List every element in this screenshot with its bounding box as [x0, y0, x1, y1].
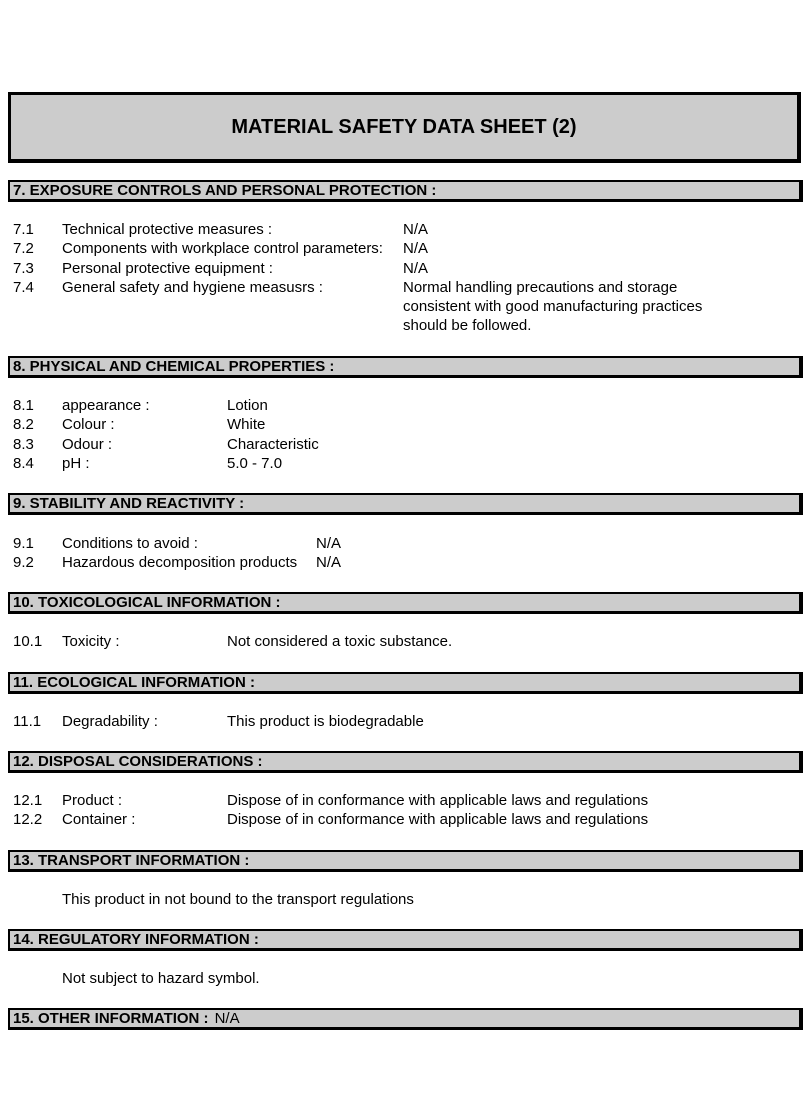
regulatory-text: Not subject to hazard symbol. [62, 970, 260, 987]
item-number: 12.2 [13, 811, 43, 828]
item-value: Not considered a toxic substance. [227, 633, 453, 650]
item-label: Personal protective equipment : [62, 260, 273, 277]
section-14-heading: 14. REGULATORY INFORMATION : [8, 929, 803, 951]
item-value: White [227, 416, 266, 433]
item-label: appearance : [62, 397, 150, 414]
item-number: 8.1 [13, 397, 34, 414]
item-value: N/A [316, 535, 342, 552]
item-value: N/A [403, 240, 429, 257]
section-10-heading: 10. TOXICOLOGICAL INFORMATION : [8, 592, 803, 614]
item-number: 7.1 [13, 221, 34, 238]
item-number: 12.1 [13, 792, 43, 809]
item-label: Product : [62, 792, 123, 809]
item-number: 10.1 [13, 633, 43, 650]
section-15-heading [8, 1008, 803, 1030]
item-label: Conditions to avoid : [62, 535, 198, 552]
section-11-heading: 11. ECOLOGICAL INFORMATION : [8, 672, 803, 694]
item-value: N/A [403, 260, 429, 277]
document-title-box [8, 92, 801, 163]
section-15-value: N/A [214, 1010, 240, 1027]
item-value: N/A [403, 221, 429, 238]
item-label: Odour : [62, 436, 113, 453]
section-15-title: 15. OTHER INFORMATION : [13, 1010, 209, 1027]
section-12-heading: 12. DISPOSAL CONSIDERATIONS : [8, 751, 803, 773]
item-label: Hazardous decomposition products [62, 554, 298, 571]
transport-text: This product in not bound to the transport regulations [62, 891, 414, 908]
section-8-heading: 8. PHYSICAL AND CHEMICAL PROPERTIES : [8, 356, 803, 378]
item-label: Technical protective measures : [62, 221, 273, 238]
item-label: Colour : [62, 416, 115, 433]
item-number: 11.1 [13, 713, 42, 730]
item-value: 5.0 - 7.0 [227, 455, 283, 472]
item-label: Degradability : [62, 713, 158, 730]
item-number: 9.1 [13, 535, 34, 552]
item-label: pH : [62, 455, 90, 472]
item-number: 8.2 [13, 416, 34, 433]
section-7-heading: 7. EXPOSURE CONTROLS AND PERSONAL PROTECTION : [8, 180, 803, 202]
item-number: 7.3 [13, 260, 34, 277]
item-value: Lotion [227, 397, 268, 414]
item-label: General safety and hygiene measusrs : [62, 279, 323, 296]
item-label: Components with workplace control parameters: [62, 240, 383, 257]
item-number: 9.2 [13, 554, 34, 571]
item-number: 7.2 [13, 240, 34, 257]
item-value: This product is biodegradable [227, 713, 424, 730]
section-9-heading: 9. STABILITY AND REACTIVITY : [8, 493, 803, 515]
item-label: Container : [62, 811, 136, 828]
section-13-heading: 13. TRANSPORT INFORMATION : [8, 850, 803, 872]
item-value: Characteristic [227, 436, 319, 453]
item-number: 8.4 [13, 455, 34, 472]
document-title: MATERIAL SAFETY DATA SHEET (2) [231, 115, 577, 138]
item-value: Dispose of in conformance with applicable laws and regulations [227, 792, 649, 809]
item-value: Dispose of in conformance with applicable laws and regulations [227, 811, 649, 828]
item-number: 7.4 [13, 279, 34, 296]
item-label: Toxicity : [62, 633, 120, 650]
item-value: N/A [316, 554, 342, 571]
item-number: 8.3 [13, 436, 34, 453]
item-value: Normal handling precautions and storage consistent with good manufacturing practices should be followed. [403, 279, 703, 334]
